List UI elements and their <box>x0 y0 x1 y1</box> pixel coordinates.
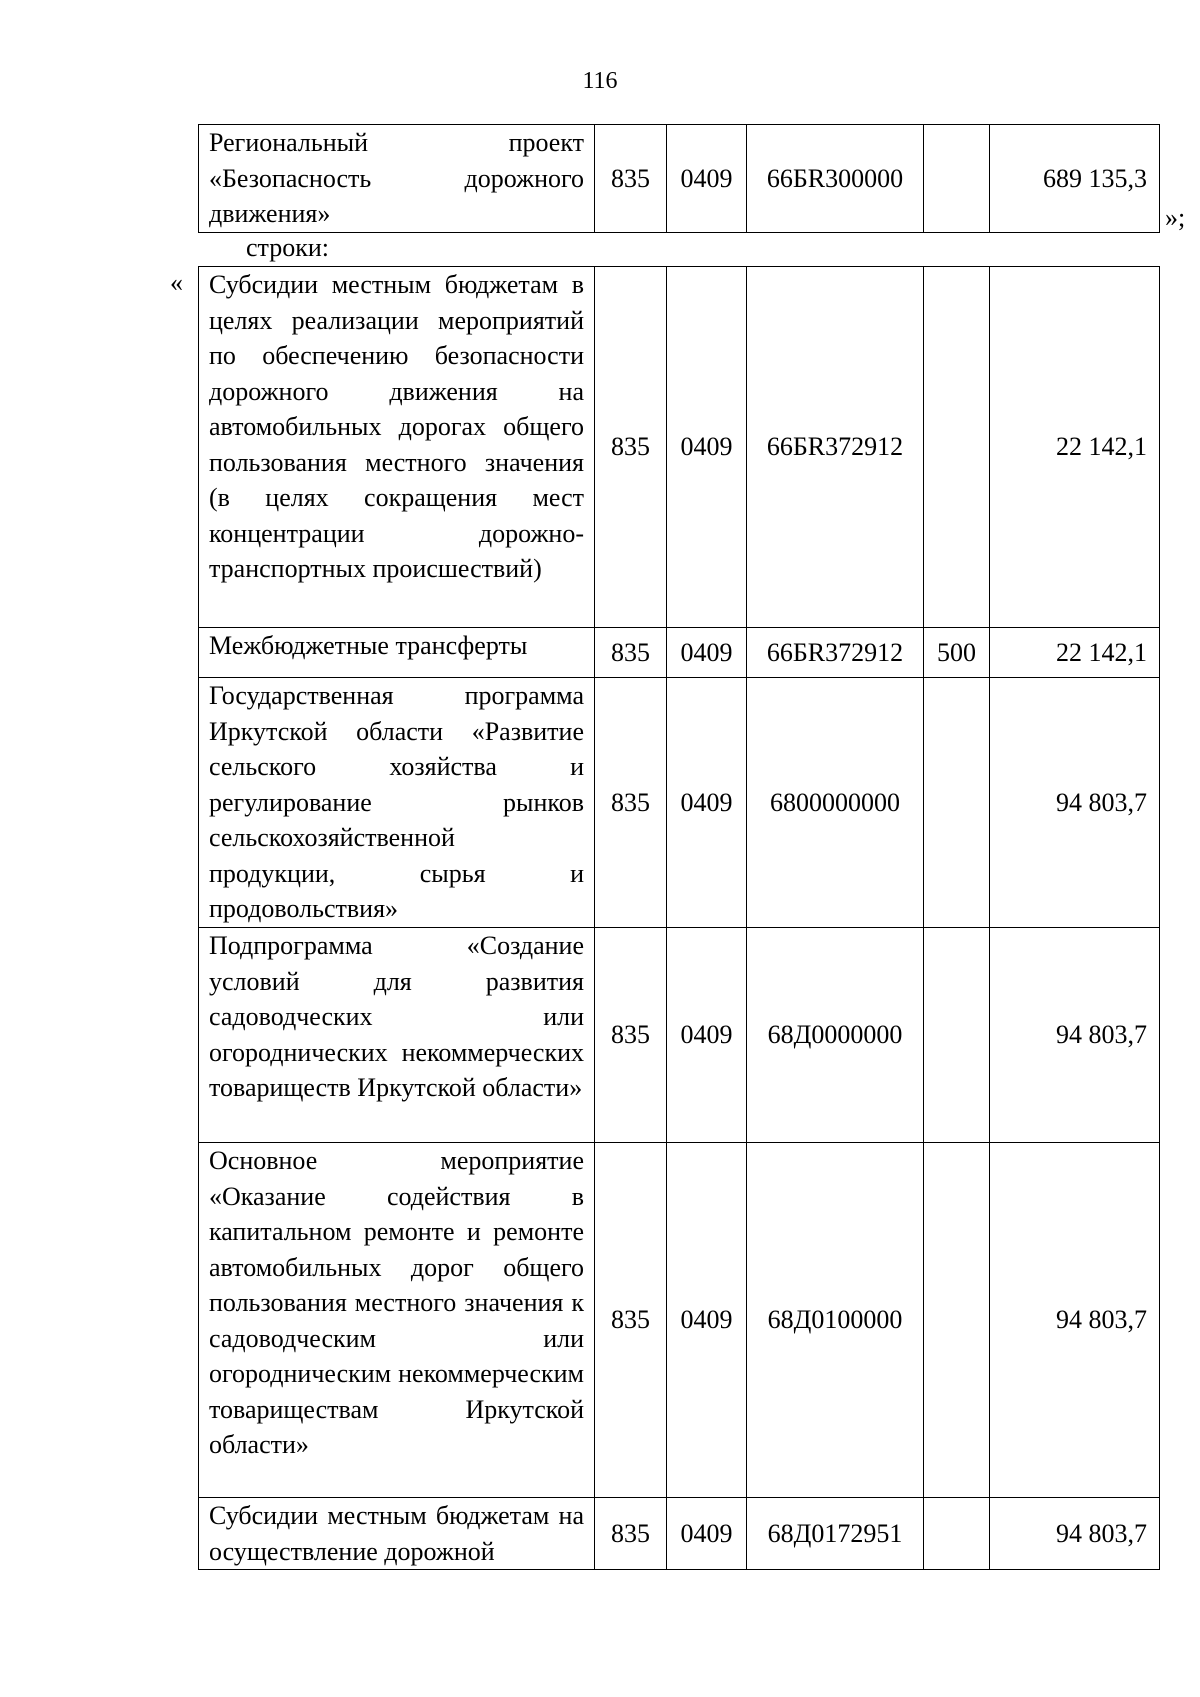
row-cs: 68Д0100000 <box>747 1143 924 1498</box>
row-rz: 0409 <box>667 267 747 628</box>
row-gr: 835 <box>595 1143 667 1498</box>
page-number: 116 <box>582 68 618 94</box>
table-row <box>199 1498 1160 1570</box>
row-vr <box>924 267 990 628</box>
row-gr: 835 <box>595 678 667 928</box>
row-cs: 66БR300000 <box>747 125 924 233</box>
row-rz: 0409 <box>667 1498 747 1570</box>
row-rz: 0409 <box>667 678 747 928</box>
row-gr: 835 <box>595 125 667 233</box>
row-name: Подпрограмма «Создание условий для развития садоводческих или огороднических некоммерческих товариществ Иркутской области» <box>199 928 595 1143</box>
row-cs: 68Д0172951 <box>747 1498 924 1570</box>
row-name: Государственная программа Иркутской области «Развитие сельского хозяйства и регулирование рынков сельскохозяйственной продукции, сырья и продовольствия» <box>199 678 595 928</box>
row-amount: 689 135,3 <box>990 125 1160 233</box>
row-rz: 0409 <box>667 1143 747 1498</box>
row-cs: 6800000000 <box>747 678 924 928</box>
closing-quote-mark: »; <box>1165 203 1186 232</box>
row-amount: 94 803,7 <box>990 928 1160 1143</box>
row-gr: 835 <box>595 267 667 628</box>
table-row <box>199 125 1160 233</box>
row-vr: 500 <box>924 628 990 678</box>
row-vr <box>924 125 990 233</box>
row-name: Субсидии местным бюджетам на осуществление дорожной <box>199 1498 595 1570</box>
budget-table-new-lines <box>198 266 1160 1570</box>
row-amount: 94 803,7 <box>990 1498 1160 1570</box>
row-vr <box>924 928 990 1143</box>
row-amount: 22 142,1 <box>990 267 1160 628</box>
row-cs: 66БR372912 <box>747 267 924 628</box>
row-rz: 0409 <box>667 928 747 1143</box>
row-gr: 835 <box>595 1498 667 1570</box>
table-row <box>199 1143 1160 1498</box>
row-name: Региональный проект «Безопасность дорожного движения» <box>199 125 595 233</box>
row-amount: 22 142,1 <box>990 628 1160 678</box>
table-row <box>199 628 1160 678</box>
row-cs: 68Д0000000 <box>747 928 924 1143</box>
row-amount: 94 803,7 <box>990 1143 1160 1498</box>
row-amount: 94 803,7 <box>990 678 1160 928</box>
budget-table-continuation <box>198 124 1160 233</box>
row-rz: 0409 <box>667 125 747 233</box>
row-rz: 0409 <box>667 628 747 678</box>
table-row <box>199 678 1160 928</box>
row-name: Основное мероприятие «Оказание содействия в капитальном ремонте и ремонте автомобильных дорог общего пользования местного значения к садоводческим или огородническим некоммерческим товариществам Иркутской области» <box>199 1143 595 1498</box>
lines-label: строки: <box>246 233 329 262</box>
table-row <box>199 928 1160 1143</box>
row-gr: 835 <box>595 928 667 1143</box>
table-row <box>199 267 1160 628</box>
row-gr: 835 <box>595 628 667 678</box>
row-vr <box>924 1498 990 1570</box>
row-name: Субсидии местным бюджетам в целях реализации мероприятий по обеспечению безопасности дорожного движения на автомобильных дорогах общего пользования местного значения (в целях сокращения мест концентрации дорожно-транспортных происшествий) <box>199 267 595 628</box>
opening-quote-mark: « <box>170 268 183 297</box>
row-cs: 66БR372912 <box>747 628 924 678</box>
row-vr <box>924 1143 990 1498</box>
row-vr <box>924 678 990 928</box>
row-name: Межбюджетные трансферты <box>199 628 595 678</box>
